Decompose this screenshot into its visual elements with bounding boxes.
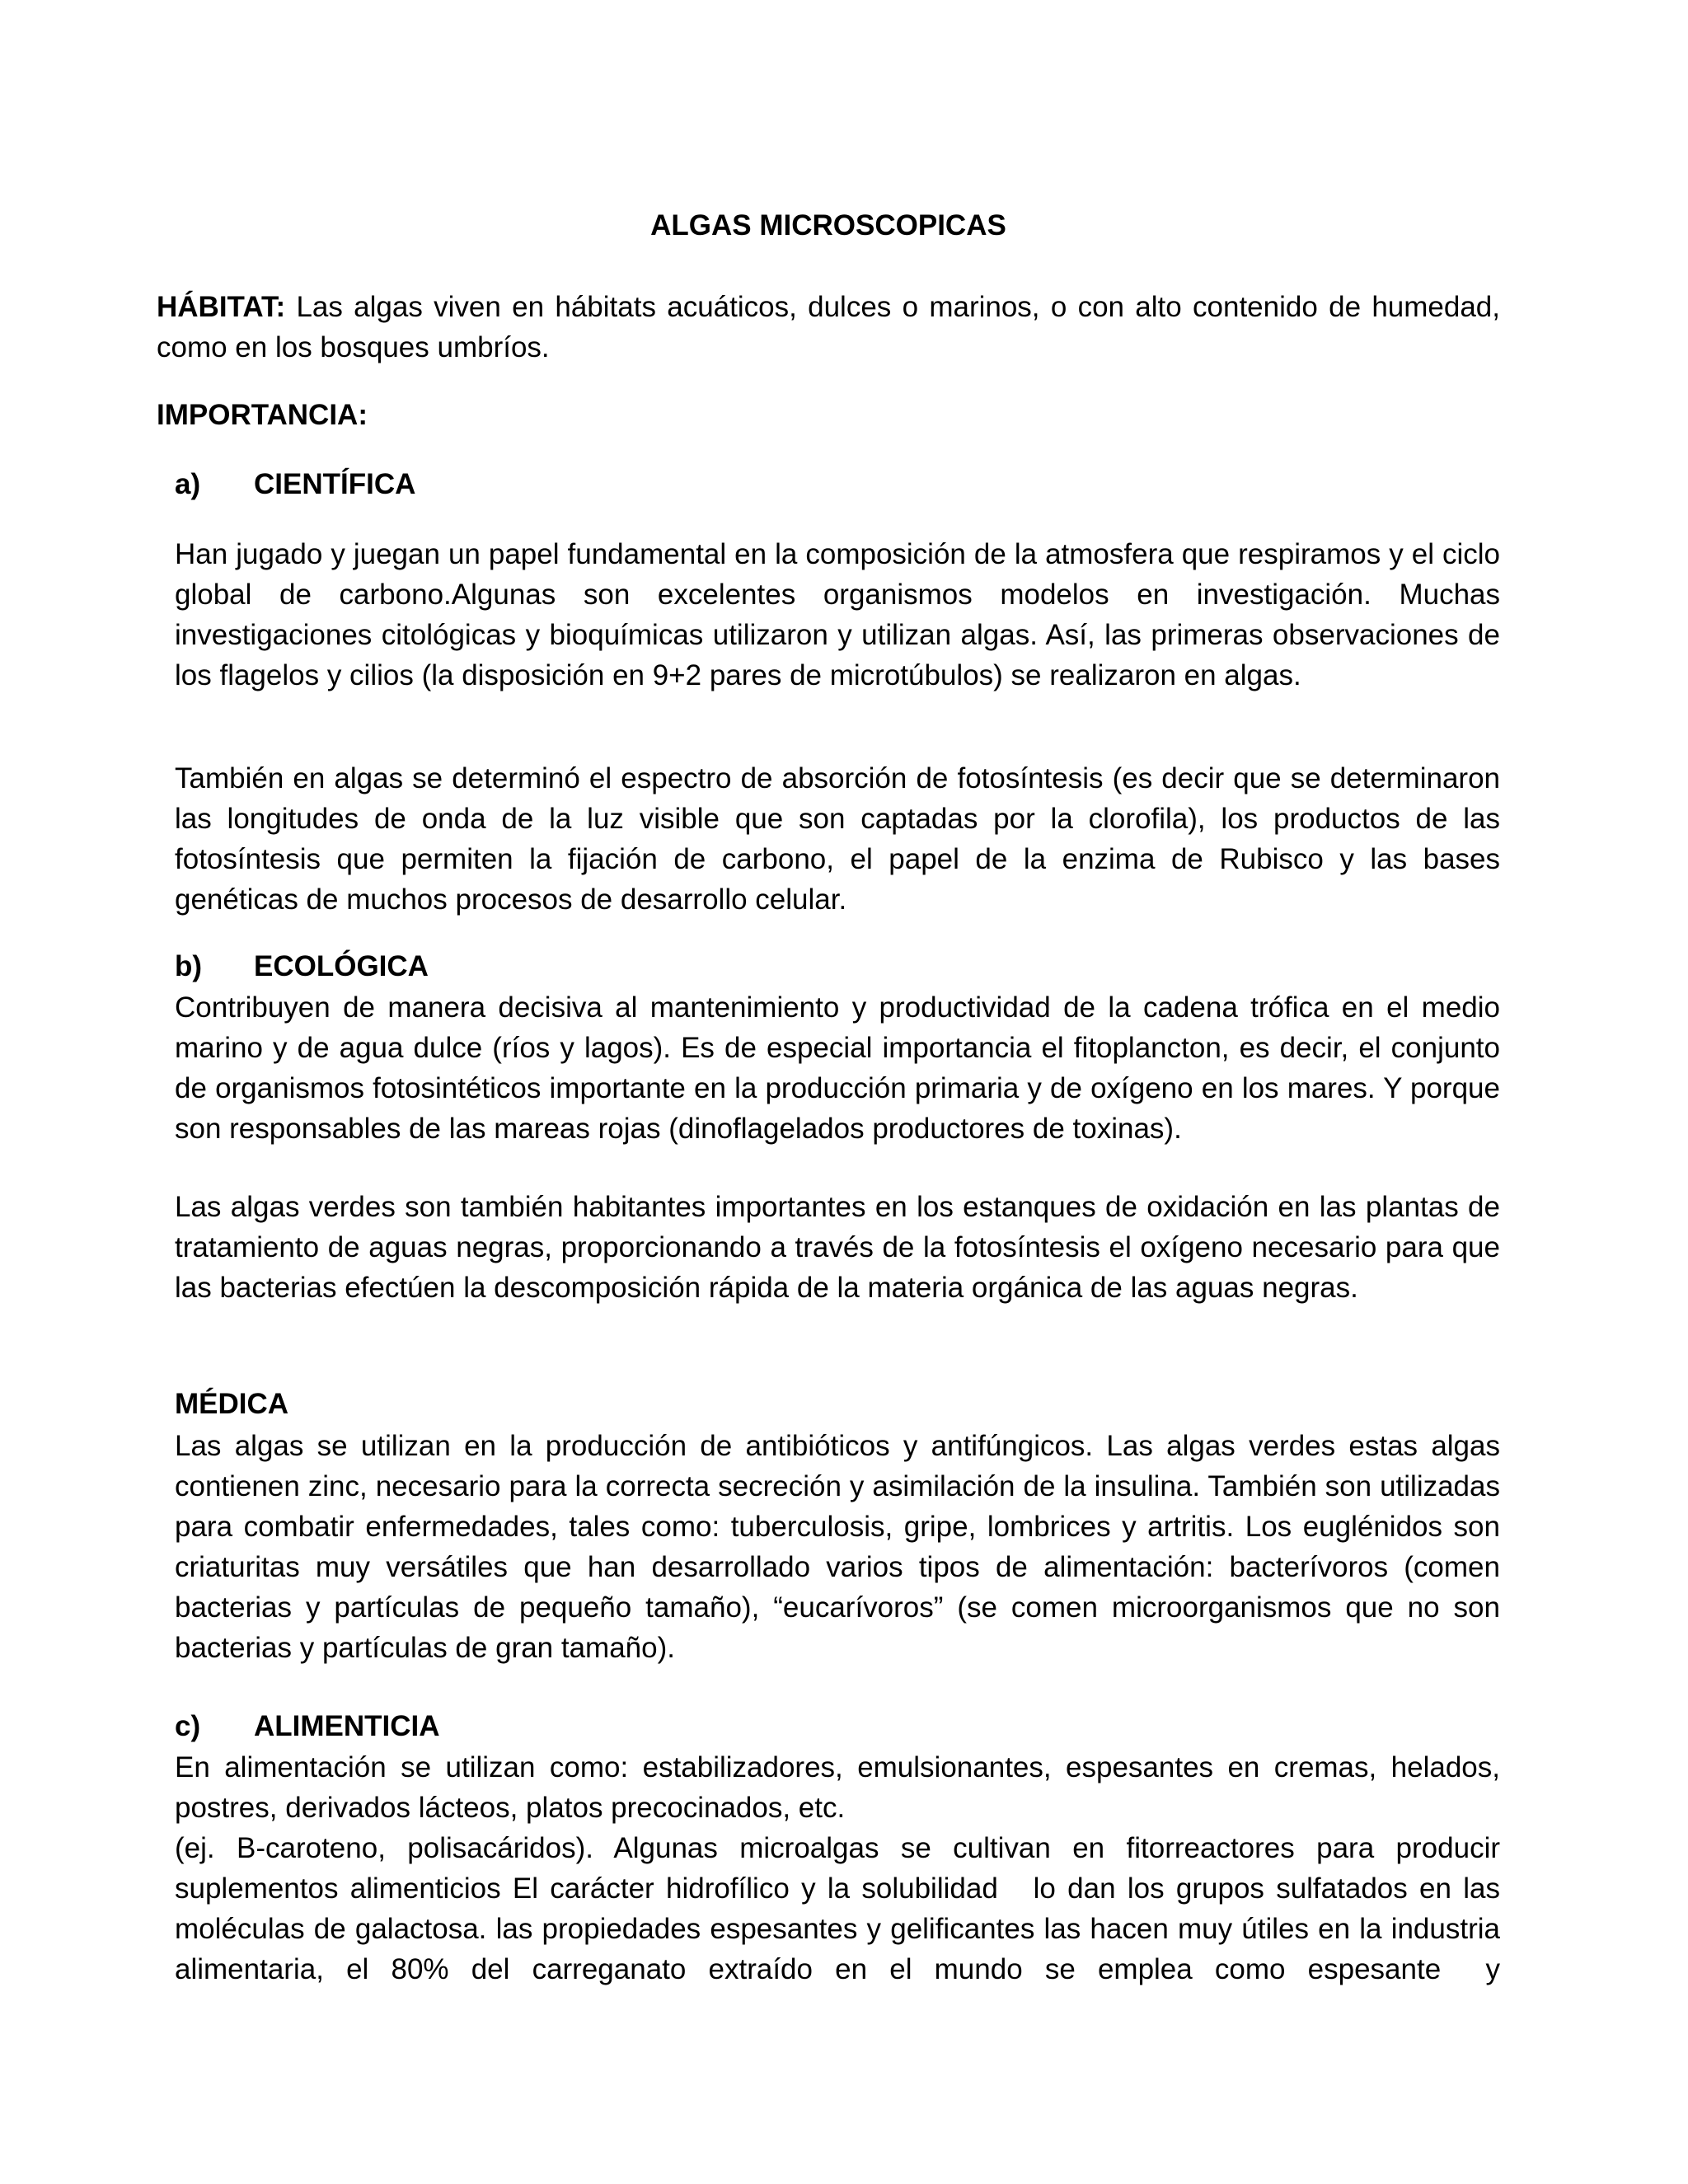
alimenticia-heading-text: ALIMENTICIA — [254, 1710, 440, 1742]
medica-paragraph: Las algas se utilizan en la producción de antibióticos y antifúngicos. Las algas verdes estas algas contienen zinc, necesario para la correcta secreción y asimilación de la insulina. También son utilizadas para combatir enfermedades, tales como: tuberculosis, gripe, lombrices y artritis. Los euglénidos son criaturitas muy versátiles que han desarrollado varios tipos de alimentación: bacterívoros (comen bacterias y partículas de pequeño tamaño), “eucarívoros” (se comen microorganismos que no son bacterias y partículas de gran tamaño). — [175, 1430, 1500, 1664]
habitat-paragraph — [157, 287, 1500, 368]
alimenticia-heading — [175, 1710, 1500, 1743]
page-title: ALGAS MICROSCOPICAS — [650, 209, 1006, 241]
cientifica-heading-text: CIENTÍFICA — [254, 468, 416, 500]
alimenticia-paragraph-2: (ej. B-caroteno, polisacáridos). Algunas microalgas se cultivan en fitorreactores para producir suplementos alimenticios El carácter hidrofílico y la solubilidad lo dan los grupos sulfatados en las moléculas de galactosa. las propiedades espesantes y gelificantes las hacen muy útiles en la industria alimentaria, el 80% del carreganato extraído en el mundo se emplea como espesante y — [175, 1832, 1508, 1985]
importancia-heading: IMPORTANCIA: — [157, 399, 368, 431]
habitat-label: HÁBITAT: — [157, 291, 286, 323]
ecologica-heading-text: ECOLÓGICA — [254, 950, 429, 982]
ecologica-heading — [175, 950, 1500, 983]
cientifica-paragraph-1: Han jugado y juegan un papel fundamental en la composición de la atmosfera que respiramos y el ciclo global de carbono.Algunas son excelentes organismos modelos en investigación. Muchas investigaciones citológicas y bioquímicas utilizaron y utilizan algas. Así, las primeras observaciones de los flagelos y cilios (la disposición en 9+2 pares de microtúbulos) se realizaron en algas. — [175, 538, 1500, 691]
alimenticia-marker: c) — [175, 1710, 201, 1742]
medica-heading: MÉDICA — [175, 1388, 289, 1420]
cientifica-heading — [175, 468, 1500, 501]
alimenticia-paragraph-1: En alimentación se utilizan como: estabilizadores, emulsionantes, espesantes en cremas, helados, postres, derivados lácteos, platos precocinados, etc. — [175, 1751, 1500, 1824]
cientifica-marker: a) — [175, 468, 201, 500]
ecologica-paragraph-1: Contribuyen de manera decisiva al mantenimiento y productividad de la cadena trófica en el medio marino y de agua dulce (ríos y lagos). Es de especial importancia el fitoplancton, es decir, el conjunto de organismos fotosintéticos importante en la producción primaria y de oxígeno en los mares. Y porque son responsables de las mareas rojas (dinoflagelados productores de toxinas). — [175, 991, 1500, 1145]
ecologica-marker: b) — [175, 950, 203, 982]
ecologica-paragraph-2: Las algas verdes son también habitantes importantes en los estanques de oxidación en las plantas de tratamiento de aguas negras, proporcionando a través de la fotosíntesis el oxígeno necesario para que las bacterias efectúen la descomposición rápida de la materia orgánica de las aguas negras. — [175, 1191, 1500, 1304]
cientifica-paragraph-2: También en algas se determinó el espectro de absorción de fotosíntesis (es decir que se determinaron las longitudes de onda de la luz visible que son captadas por la clorofila), los productos de las fotosíntesis que permiten la fijación de carbono, el papel de la enzima de Rubisco y las bases genéticas de muchos procesos de desarrollo celular. — [175, 762, 1500, 916]
habitat-text: Las algas viven en hábitats acuáticos, dulces o marinos, o con alto contenido de humedad, como en los bosques umbríos. — [157, 291, 1500, 363]
